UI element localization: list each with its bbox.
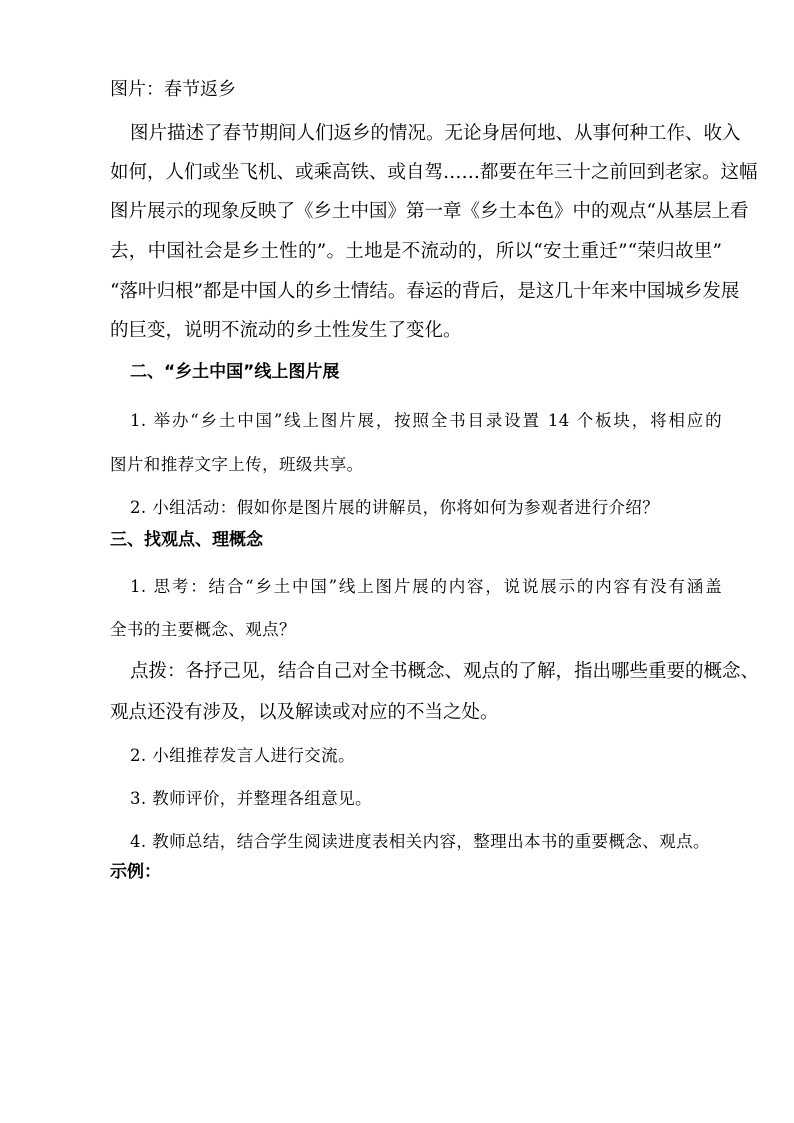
- list-item: 2. 小组活动：假如你是图片展的讲解员，你将如何为参观者进行介绍？: [130, 498, 660, 517]
- list-item: 3. 教师评价，并整理各组意见。: [130, 789, 372, 808]
- example-label: 示例：: [110, 862, 161, 882]
- list-item: 4. 教师总结，结合学生阅读进度表相关内容，整理出本书的重要概念、观点。: [130, 832, 710, 851]
- paragraph-line: 的巨变，说明不流动的乡土性发生了变化。: [110, 320, 462, 341]
- list-item: 1. 举办“乡土中国”线上图片展，按照全书目录设置 14 个板块，将相应的: [130, 411, 722, 430]
- section-heading: 二、“乡土中国”线上图片展: [130, 362, 340, 382]
- list-item: 1. 思考：结合“乡土中国”线上图片展的内容，说说展示的内容有没有涵盖: [130, 577, 722, 596]
- paragraph-line: 如何，人们或坐飞机、或乘高铁、或自驾……都要在年三十之前回到老家。这幅: [110, 162, 758, 183]
- hint-line: 点拨：各抒己见，结合自己对全书概念、观点的了解，指出哪些重要的概念、: [130, 661, 760, 682]
- paragraph-line: 图片描述了春节期间人们返乡的情况。无论身居何地、从事何种工作、收入: [130, 123, 741, 144]
- list-item-continuation: 全书的主要概念、观点？: [110, 620, 296, 639]
- section-heading: 三、找观点、理概念: [110, 530, 263, 550]
- list-item: 2. 小组推荐发言人进行交流。: [130, 746, 355, 765]
- paragraph-line: “落叶归根”都是中国人的乡土情结。春运的背后，是这几十年来中国城乡发展: [110, 281, 740, 302]
- hint-line: 观点还没有涉及，以及解读或对应的不当之处。: [110, 702, 499, 723]
- paragraph-line: 图片展示的现象反映了《乡土中国》第一章《乡土本色》中的观点“从基层上看: [110, 201, 749, 222]
- paragraph-line: 去，中国社会是乡土性的”。土地是不流动的，所以“安土重迁”“荣归故里”: [110, 241, 722, 262]
- list-item-continuation: 图片和推荐文字上传，班级共享。: [110, 455, 364, 474]
- image-caption: 图片：春节返乡: [110, 79, 236, 100]
